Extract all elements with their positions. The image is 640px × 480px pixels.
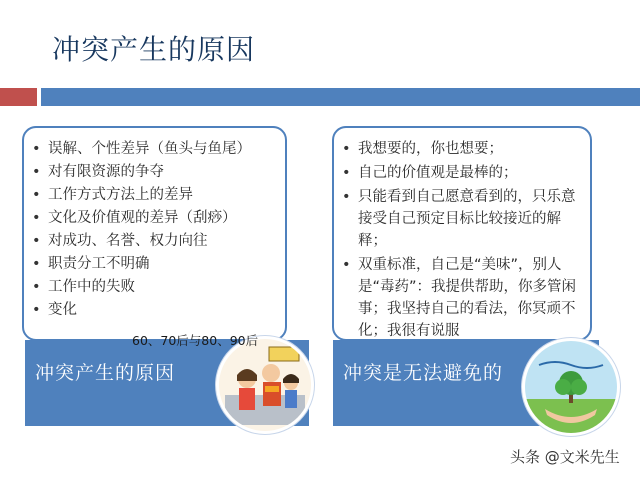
accent-bar-blue xyxy=(41,88,640,106)
causes-list-card xyxy=(22,126,287,341)
slide-title: 冲突产生的原因 xyxy=(52,33,256,66)
watermark: 头条 @文米先生 xyxy=(510,448,620,466)
list-item: • 工作方式方法上的差异 xyxy=(48,184,277,207)
accent-bar-red xyxy=(0,88,37,106)
list-item: • 对成功、名誉、权力向往 xyxy=(48,230,277,253)
unavoidable-panel-label: 冲突是无法避免的 xyxy=(343,362,504,384)
list-item: • 自己的价值观是最棒的； xyxy=(358,162,582,184)
list-item: • 职责分工不明确 xyxy=(48,253,277,276)
list-item: • 只能看到自己愿意看到的，只乐意接受自己预定目标比较接近的解释； xyxy=(358,186,582,252)
unavoidable-list-card xyxy=(332,126,592,341)
unavoidable-list xyxy=(334,128,590,341)
causes-list xyxy=(24,128,285,322)
nature-hands-tree-image xyxy=(522,338,620,436)
conflict-cartoon-image xyxy=(216,336,314,434)
list-item: • 对有限资源的争夺 xyxy=(48,161,277,184)
list-item: • 工作中的失败 xyxy=(48,276,277,299)
list-item: • 变化 xyxy=(48,299,277,322)
list-item: • 双重标准，自己是“美味”，别人是“毒药”：我提供帮助，你多管闲事；我坚持自己的看法，你冥顽不化；我很有说服 xyxy=(358,254,582,341)
causes-panel-label: 冲突产生的原因 xyxy=(35,362,176,384)
generation-note: 60、70后与80、90后 xyxy=(132,333,259,348)
list-item: • 误解、个性差异（鱼头与鱼尾） xyxy=(48,138,277,161)
list-item: • 文化及价值观的差异（刮痧） xyxy=(48,207,277,230)
list-item: • 我想要的，你也想要； xyxy=(358,138,582,160)
